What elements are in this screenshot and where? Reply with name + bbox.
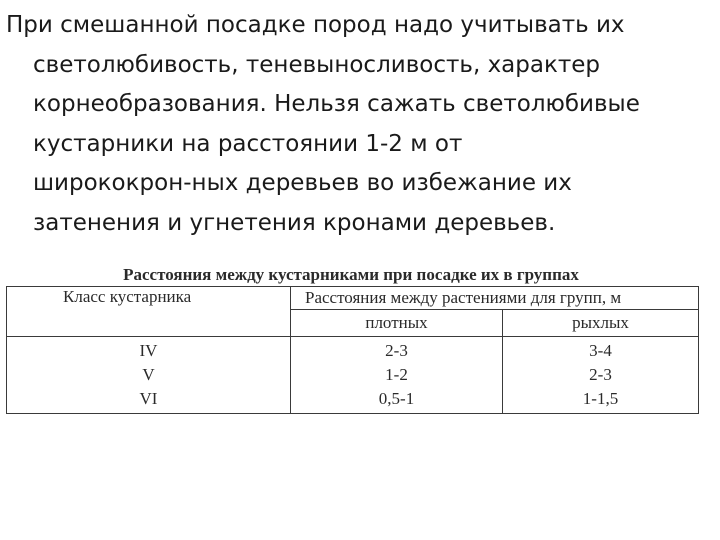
paragraph-line-4: кустарники на расстоянии 1-2 м от [33,130,463,157]
column-header-distance: Расстояния между растениями для групп, м [291,287,699,310]
shrub-distance-table-block [6,264,696,414]
dense-value: 2-3 [385,341,408,360]
table-body-row [7,337,699,414]
loose-value: 3-4 [589,341,612,360]
dense-value: 0,5-1 [378,389,415,408]
loose-column-cell [503,337,699,414]
paragraph-line-6: затенения и угнетения кронами деревьев. [33,209,556,236]
class-column-cell [7,337,291,414]
body-paragraph [6,6,712,243]
class-value: IV [139,341,158,360]
paragraph-line-2: светолюбивость, теневыносливость, характер [33,51,601,78]
paragraph-line-3: корнеобразования. Нельзя сажать светолюбивые [33,91,640,117]
table-caption: Расстояния между кустарниками при посадке их в группах [123,265,579,284]
column-header-loose: рыхлых [503,310,699,337]
class-value: VI [139,389,158,408]
dense-column-cell [291,337,503,414]
loose-value: 1-1,5 [582,389,619,408]
paragraph-line-1: При смешанной посадке пород надо учитывать их [6,12,625,38]
loose-value: 2-3 [589,365,612,384]
paragraph-line-5: ширококрон-ных деревьев во избежание их [33,170,572,196]
column-header-dense: плотных [291,310,503,337]
class-value: V [142,365,155,384]
shrub-distance-table [6,286,699,414]
table-header-row [7,287,699,310]
dense-value: 1-2 [385,365,408,384]
column-header-class: Класс кустарника [7,287,291,337]
